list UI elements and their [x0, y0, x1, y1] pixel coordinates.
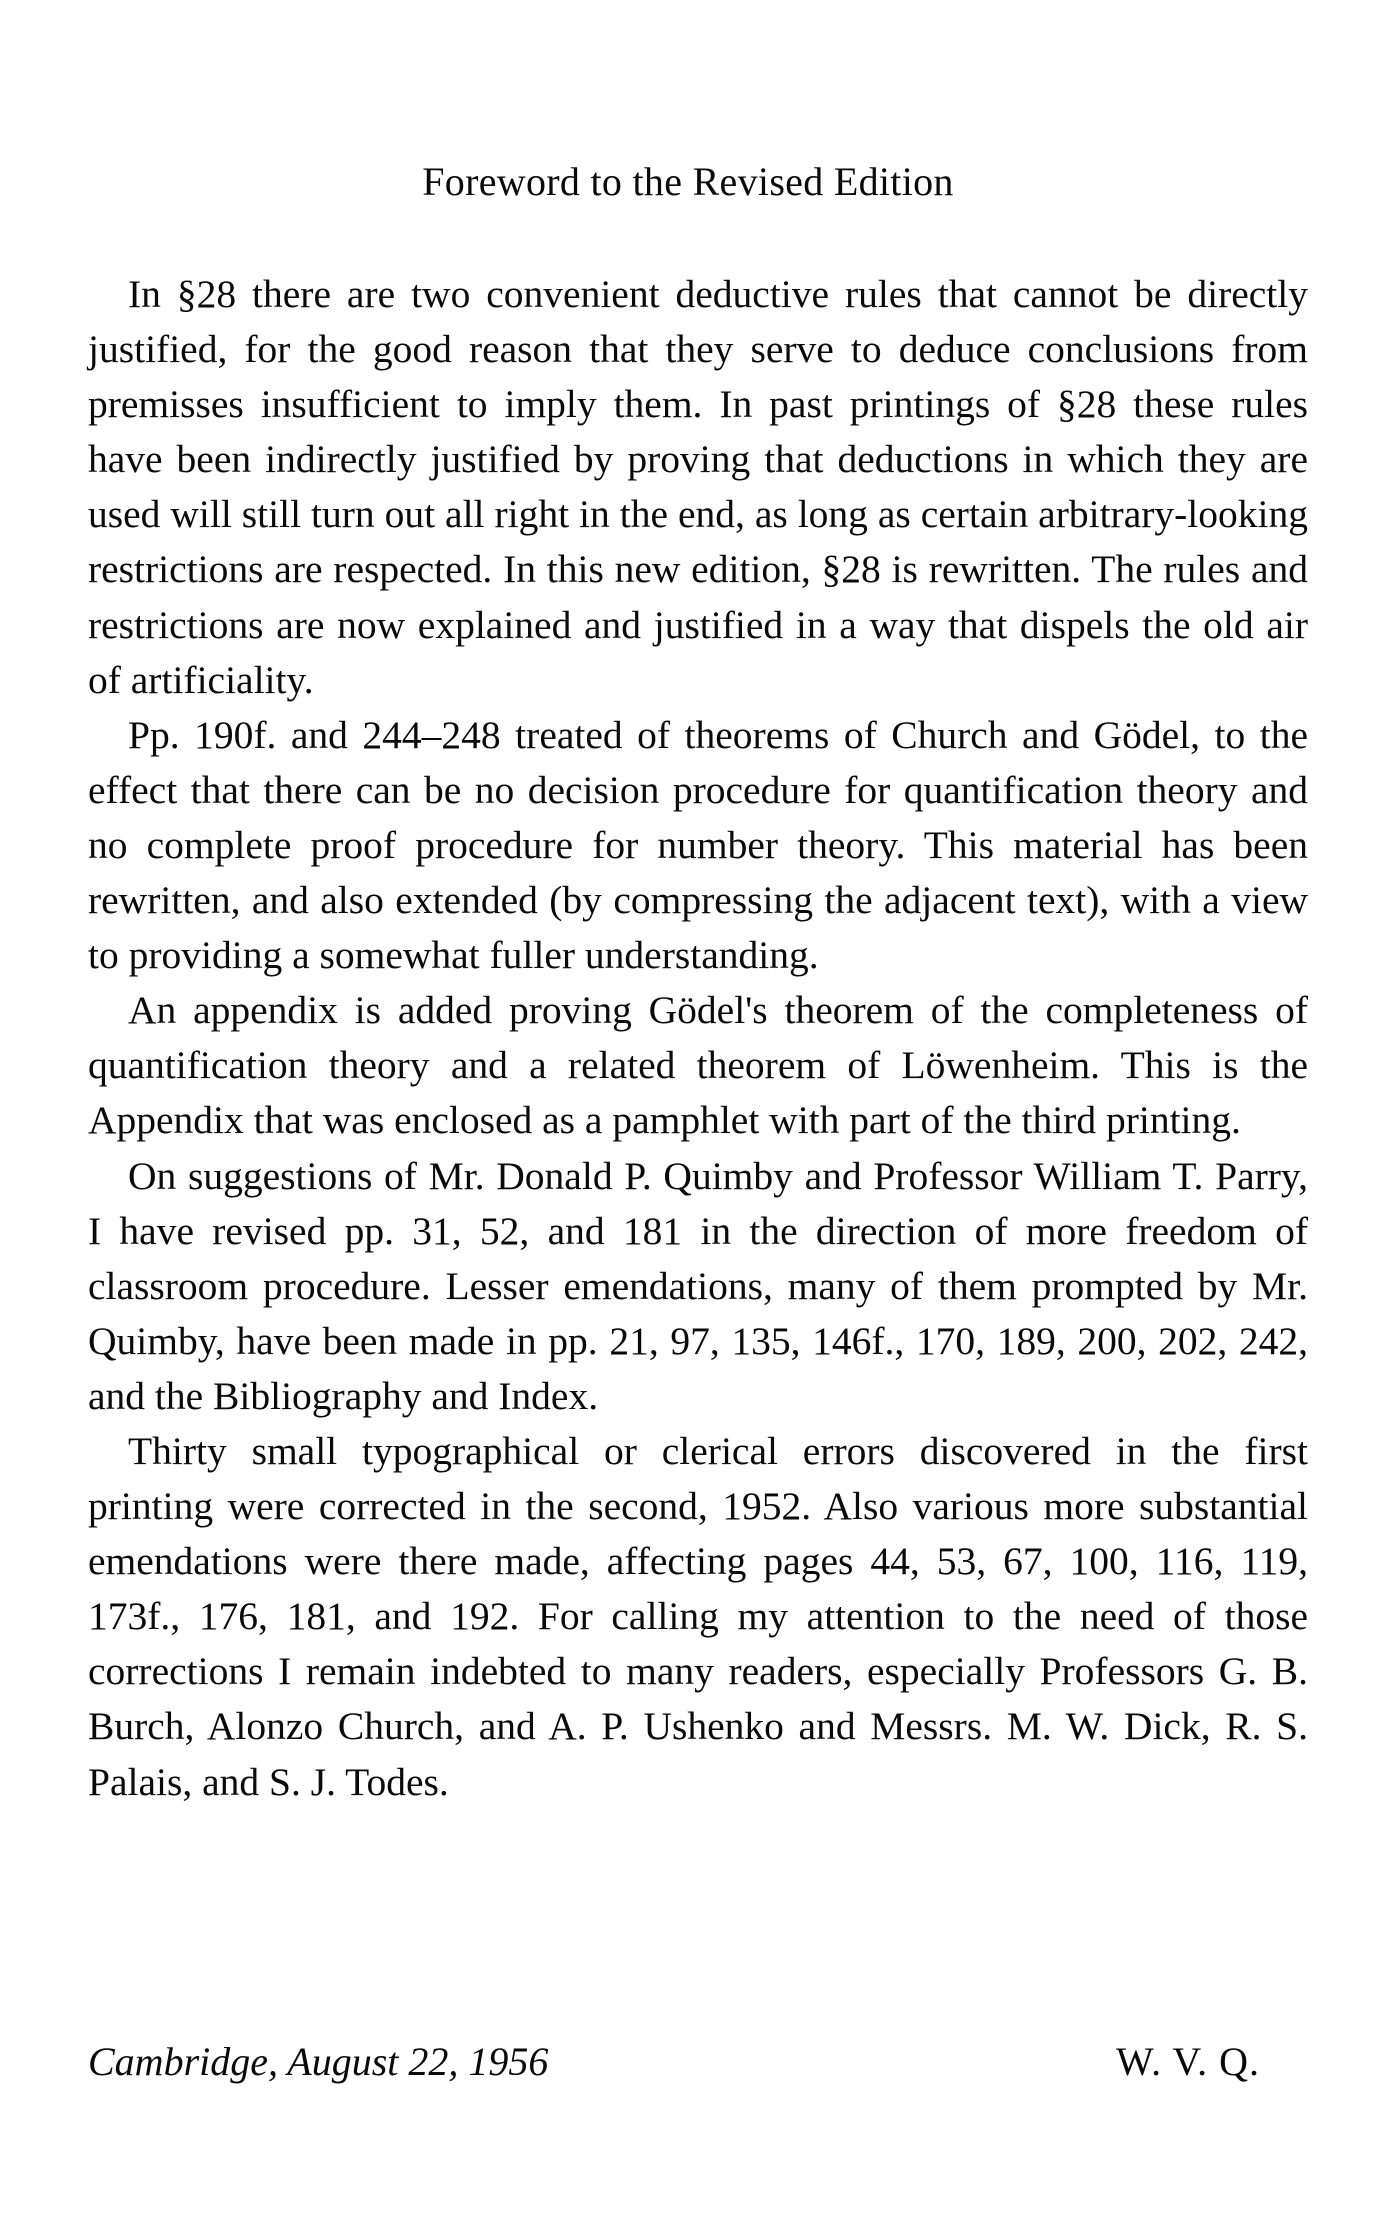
- foreword-body: [88, 267, 1308, 1810]
- paragraph-appendix: An appendix is added proving Gödel's theorem of the completeness of quantification theory and a related theorem of Löwenheim. This is the Appendix that was enclosed as a pamphlet with part of the third printing.: [88, 988, 1308, 1143]
- paragraph-rule-justification: In §28 there are two convenient deductive rules that cannot be directly justified, for the good reason that they serve to deduce conclusions from premisses insufficient to imply them. In past printings of §28 these rules have been indirectly justified by proving that deductions in which they are used will still turn out all right in the end, as long as certain arbitrary-looking restrictions are respected. In this new edition, §28 is rewritten. The rules and restrictions are now explained and justified in a way that dispels the old air of artificiality.: [88, 272, 1308, 702]
- signature-initials: W. V. Q.: [1116, 2039, 1260, 2084]
- signature-place-date: Cambridge, August 22, 1956: [88, 2039, 549, 2084]
- paragraph-church-godel-theorems: Pp. 190f. and 244–248 treated of theorems of Church and Gödel, to the effect that there can be no decision procedure for quantification theory and no complete proof procedure for number theory. This material has been rewritten, and also extended (by compressing the adjacent text), with a view to providing a somewhat fuller understanding.: [88, 712, 1308, 978]
- paragraph-revisions: On suggestions of Mr. Donald P. Quimby and Professor William T. Parry, I have revised pp. 31, 52, and 181 in the direction of more freedom of classroom procedure. Lesser emendations, many of them prompted by Mr. Quimby, have been made in pp. 21, 97, 135, 146f., 170, 189, 200, 202, 242, and the Bibliography and Index.: [88, 1153, 1308, 1418]
- page-title: Foreword to the Revised Edition: [422, 159, 954, 204]
- paragraph-acknowledgements: Thirty small typographical or clerical errors discovered in the first printing were corrected in the second, 1952. Also various more substantial emendations were there made, affecting pages 44, 53, 67, 100, 116, 119, 173f., 176, 181, and 192. For calling my attention to the need of those corrections I remain indebted to many readers, especially Professors G. B. Burch, Alonzo Church, and A. P. Ushenko and Messrs. M. W. Dick, R. S. Palais, and S. J. Todes.: [88, 1428, 1308, 1804]
